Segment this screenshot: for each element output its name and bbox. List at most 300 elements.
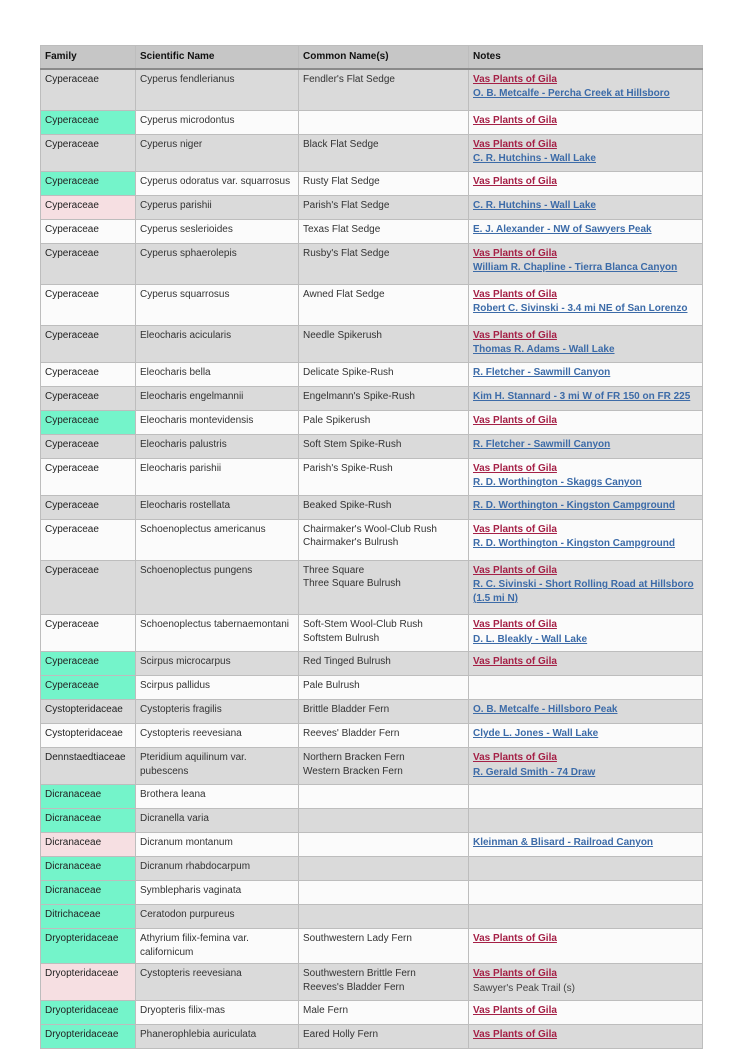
family-cell: Cyperaceae xyxy=(41,560,136,615)
family-cell: Ditrichaceae xyxy=(41,905,136,929)
scientific-name: Dicranum rhabdocarpum xyxy=(140,861,251,872)
common-name: Brittle Bladder Fern xyxy=(303,704,390,715)
note-link-row xyxy=(473,462,698,476)
common-name-cell xyxy=(299,219,469,243)
notes-cell xyxy=(469,495,703,519)
plants-of-gila-link[interactable]: Vas Plants of Gila xyxy=(473,933,557,944)
note-link-row xyxy=(473,766,698,780)
note-link-row xyxy=(473,499,698,513)
family-cell: Dicranaceae xyxy=(41,833,136,857)
scientific-name: Schoenoplectus pungens xyxy=(140,564,253,576)
notes-cell xyxy=(469,171,703,195)
scientific-name-cell xyxy=(136,434,299,458)
scientific-name: Pteridium aquilinum var. pubescens xyxy=(140,752,247,777)
common-name: Male Fern xyxy=(303,1005,349,1016)
note-link-row xyxy=(473,476,698,490)
collection-record-link[interactable]: C. R. Hutchins - Wall Lake xyxy=(473,153,596,164)
scientific-name: Ceratodon purpureus xyxy=(140,909,235,920)
collection-record-link[interactable]: O. B. Metcalfe - Hillsboro Peak xyxy=(473,704,618,715)
common-name: Beaked Spike-Rush xyxy=(303,499,392,511)
scientific-name: Cystopteris reevesiana xyxy=(140,728,242,739)
family-cell: Dryopteridaceae xyxy=(41,964,136,1001)
common-name: Western Bracken Fern xyxy=(303,765,403,777)
common-name-cell xyxy=(299,560,469,615)
common-name-cell xyxy=(299,615,469,652)
common-name: Southwestern Brittle Fern xyxy=(303,968,416,979)
note-link-row xyxy=(473,1028,698,1042)
scientific-name-cell xyxy=(136,929,299,964)
notes-cell xyxy=(469,362,703,386)
note-link-row xyxy=(473,175,698,189)
common-name: Reeves' Bladder Fern xyxy=(303,728,400,739)
scientific-name-cell xyxy=(136,700,299,724)
collection-record-link[interactable]: D. L. Bleakly - Wall Lake xyxy=(473,633,588,645)
scientific-name-cell xyxy=(136,458,299,495)
note-link-row xyxy=(473,578,698,605)
family-cell: Cyperaceae xyxy=(41,386,136,410)
scientific-name: Symblepharis vaginata xyxy=(140,885,242,896)
table-row xyxy=(41,325,703,362)
common-name: Eared Holly Fern xyxy=(303,1029,379,1040)
family-cell: Cyperaceae xyxy=(41,69,136,111)
table-row xyxy=(41,615,703,652)
note-link-row xyxy=(473,73,698,87)
column-header-notes: Notes xyxy=(469,46,703,69)
notes-cell xyxy=(469,69,703,111)
table-row xyxy=(41,386,703,410)
scientific-name: Dryopteris filix-mas xyxy=(140,1005,226,1016)
notes-cell xyxy=(469,833,703,857)
common-name-cell xyxy=(299,700,469,724)
note-text xyxy=(473,982,698,996)
scientific-name: Eleocharis bella xyxy=(140,366,211,378)
scientific-name-cell xyxy=(136,495,299,519)
scientific-name-cell xyxy=(136,362,299,386)
note-link-row xyxy=(473,247,698,261)
common-name-cell xyxy=(299,519,469,560)
common-name-cell xyxy=(299,362,469,386)
common-name: Soft Stem Spike-Rush xyxy=(303,438,402,450)
table-row xyxy=(41,410,703,434)
table-row xyxy=(41,519,703,560)
common-name-cell xyxy=(299,386,469,410)
family-cell: Cyperaceae xyxy=(41,458,136,495)
scientific-name-cell xyxy=(136,195,299,219)
scientific-name-cell xyxy=(136,219,299,243)
notes-cell xyxy=(469,1001,703,1025)
plants-of-gila-link[interactable]: Vas Plants of Gila xyxy=(473,462,557,474)
header-row xyxy=(41,46,703,69)
common-name: Black Flat Sedge xyxy=(303,138,379,150)
common-name-cell xyxy=(299,724,469,748)
note-link-row xyxy=(473,223,698,237)
family-cell: Cyperaceae xyxy=(41,652,136,676)
scientific-name: Cyperus microdontus xyxy=(140,114,235,126)
table-row xyxy=(41,676,703,700)
common-name: Reeves's Bladder Fern xyxy=(303,981,405,993)
plants-of-gila-link[interactable]: Vas Plants of Gila xyxy=(473,288,557,300)
common-name-cell xyxy=(299,809,469,833)
scientific-name-cell xyxy=(136,69,299,111)
note-link-row xyxy=(473,261,698,275)
common-name-cell xyxy=(299,905,469,929)
common-name-cell xyxy=(299,652,469,676)
collection-record-link[interactable]: R. Fletcher - Sawmill Canyon xyxy=(473,438,611,450)
common-name-cell xyxy=(299,243,469,284)
plants-of-gila-link[interactable]: Vas Plants of Gila xyxy=(473,656,557,667)
note-link-row xyxy=(473,523,698,537)
notes-cell xyxy=(469,219,703,243)
notes-cell xyxy=(469,1025,703,1049)
common-name: Texas Flat Sedge xyxy=(303,223,381,235)
note-link-row xyxy=(473,564,698,578)
scientific-name: Cyperus squarrosus xyxy=(140,288,230,300)
collection-record-link[interactable]: C. R. Hutchins - Wall Lake xyxy=(473,199,596,211)
scientific-name-cell xyxy=(136,1025,299,1049)
scientific-name: Cyperus fendlerianus xyxy=(140,73,235,85)
notes-cell xyxy=(469,964,703,1001)
notes-cell xyxy=(469,905,703,929)
family-cell: Cyperaceae xyxy=(41,171,136,195)
scientific-name-cell xyxy=(136,748,299,785)
scientific-name: Phanerophlebia auriculata xyxy=(140,1029,257,1040)
note-link-row xyxy=(473,751,698,765)
scientific-name: Eleocharis parishii xyxy=(140,462,222,474)
table-row xyxy=(41,1025,703,1049)
table-row xyxy=(41,905,703,929)
note-link-row xyxy=(473,288,698,302)
scientific-name: Cyperus niger xyxy=(140,138,203,150)
notes-cell xyxy=(469,519,703,560)
note-link-row xyxy=(473,329,698,343)
notes-cell xyxy=(469,110,703,134)
table-row xyxy=(41,748,703,785)
family-cell: Cyperaceae xyxy=(41,495,136,519)
table-row xyxy=(41,700,703,724)
notes-cell xyxy=(469,615,703,652)
scientific-name-cell xyxy=(136,325,299,362)
common-name: Parish's Spike-Rush xyxy=(303,462,393,474)
collection-record-link[interactable]: R. D. Worthington - Kingston Campground xyxy=(473,499,676,511)
common-name-cell xyxy=(299,284,469,325)
common-name: Delicate Spike-Rush xyxy=(303,366,394,378)
plants-of-gila-link[interactable]: Vas Plants of Gila xyxy=(473,564,557,576)
table-row xyxy=(41,964,703,1001)
notes-cell xyxy=(469,458,703,495)
table-row xyxy=(41,809,703,833)
scientific-name: Cyperus parishii xyxy=(140,199,212,211)
notes-cell xyxy=(469,560,703,615)
plants-of-gila-link[interactable]: Vas Plants of Gila xyxy=(473,114,557,126)
collection-record-link[interactable]: R. D. Worthington - Kingston Campground xyxy=(473,538,676,549)
common-name-cell xyxy=(299,110,469,134)
common-name-cell xyxy=(299,748,469,785)
scientific-name-cell xyxy=(136,881,299,905)
column-header-scientific-name: Scientific Name xyxy=(136,46,299,69)
note-link-row xyxy=(473,199,698,213)
scientific-name: Eleocharis montevidensis xyxy=(140,414,254,426)
table-row xyxy=(41,929,703,964)
note-link-row xyxy=(473,114,698,128)
table-row xyxy=(41,134,703,171)
scientific-name-cell xyxy=(136,386,299,410)
common-name: Pale Spikerush xyxy=(303,414,371,426)
plants-of-gila-link[interactable]: Vas Plants of Gila xyxy=(473,329,557,341)
plants-of-gila-link[interactable]: Vas Plants of Gila xyxy=(473,175,557,187)
common-name-cell xyxy=(299,495,469,519)
scientific-name: Schoenoplectus tabernaemontani xyxy=(140,619,289,630)
notes-cell xyxy=(469,284,703,325)
notes-cell xyxy=(469,857,703,881)
plants-of-gila-link[interactable]: Vas Plants of Gila xyxy=(473,752,557,763)
family-cell: Cyperaceae xyxy=(41,410,136,434)
scientific-name-cell xyxy=(136,243,299,284)
scientific-name-cell xyxy=(136,110,299,134)
common-name-cell xyxy=(299,676,469,700)
note-link-row xyxy=(473,537,698,551)
note-link-row xyxy=(473,836,698,850)
note-link-row xyxy=(473,366,698,380)
common-name: Three Square Bulrush xyxy=(303,578,401,589)
plants-of-gila-link[interactable]: Vas Plants of Gila xyxy=(473,247,557,259)
collection-record-link[interactable]: Thomas R. Adams - Wall Lake xyxy=(473,344,615,355)
plants-of-gila-link[interactable]: Vas Plants of Gila xyxy=(473,73,557,85)
column-header-common-names: Common Name(s) xyxy=(299,46,469,69)
scientific-name-cell xyxy=(136,171,299,195)
family-cell: Dryopteridaceae xyxy=(41,1025,136,1049)
scientific-name-cell xyxy=(136,676,299,700)
common-name: Engelmann's Spike-Rush xyxy=(303,390,415,402)
note-link-row xyxy=(473,138,698,152)
table-row xyxy=(41,652,703,676)
table-row xyxy=(41,833,703,857)
common-name-cell xyxy=(299,929,469,964)
note-link-row xyxy=(473,633,698,647)
common-name-cell xyxy=(299,857,469,881)
notes-cell xyxy=(469,929,703,964)
family-cell: Dryopteridaceae xyxy=(41,1001,136,1025)
table-row xyxy=(41,560,703,615)
table-row xyxy=(41,434,703,458)
column-header-family: Family xyxy=(41,46,136,69)
family-cell: Cyperaceae xyxy=(41,110,136,134)
common-name: Fendler's Flat Sedge xyxy=(303,73,395,85)
common-name: Chairmaker's Bulrush xyxy=(303,537,399,548)
family-cell: Cystopteridaceae xyxy=(41,700,136,724)
table-row xyxy=(41,171,703,195)
note-link-row xyxy=(473,152,698,166)
scientific-name-cell xyxy=(136,857,299,881)
common-name: Northern Bracken Fern xyxy=(303,752,405,763)
scientific-name-cell xyxy=(136,1001,299,1025)
common-name: Awned Flat Sedge xyxy=(303,288,385,300)
scientific-name: Cyperus seslerioides xyxy=(140,223,233,235)
family-cell: Cystopteridaceae xyxy=(41,724,136,748)
note-link-row xyxy=(473,414,698,428)
notes-cell xyxy=(469,785,703,809)
common-name-cell xyxy=(299,1025,469,1049)
common-name-cell xyxy=(299,964,469,1001)
scientific-name: Scirpus pallidus xyxy=(140,680,211,691)
scientific-name-cell xyxy=(136,809,299,833)
scientific-name-cell xyxy=(136,560,299,615)
collection-record-link[interactable]: R. D. Worthington - Skaggs Canyon xyxy=(473,477,642,488)
notes-cell xyxy=(469,724,703,748)
collection-record-link[interactable]: O. B. Metcalfe - Percha Creek at Hillsboro xyxy=(473,88,670,99)
common-name: Softstem Bulrush xyxy=(303,632,380,644)
plants-of-gila-link[interactable]: Vas Plants of Gila xyxy=(473,523,557,535)
collection-record-link[interactable]: Clyde L. Jones - Wall Lake xyxy=(473,728,599,739)
family-cell: Cyperaceae xyxy=(41,243,136,284)
notes-cell xyxy=(469,434,703,458)
scientific-name: Schoenoplectus americanus xyxy=(140,523,266,535)
notes-cell xyxy=(469,134,703,171)
family-cell: Cyperaceae xyxy=(41,434,136,458)
scientific-name: Scirpus microcarpus xyxy=(140,656,231,667)
notes-cell xyxy=(469,386,703,410)
common-name-cell xyxy=(299,410,469,434)
scientific-name: Cyperus sphaerolepis xyxy=(140,247,237,259)
table-row xyxy=(41,195,703,219)
collection-record-link[interactable]: William R. Chapline - Tierra Blanca Canyon xyxy=(473,262,678,273)
family-cell: Dicranaceae xyxy=(41,881,136,905)
common-name-cell xyxy=(299,785,469,809)
plants-of-gila-link[interactable]: Vas Plants of Gila xyxy=(473,968,557,979)
family-cell: Cyperaceae xyxy=(41,325,136,362)
family-cell: Dennstaedtiaceae xyxy=(41,748,136,785)
note-link-row xyxy=(473,618,698,632)
scientific-name: Dicranum montanum xyxy=(140,837,233,848)
note-link-row xyxy=(473,343,698,357)
family-cell: Cyperaceae xyxy=(41,284,136,325)
common-name: Three Square xyxy=(303,564,365,576)
notes-cell xyxy=(469,881,703,905)
scientific-name-cell xyxy=(136,134,299,171)
common-name: Parish's Flat Sedge xyxy=(303,199,390,211)
collection-record-link[interactable]: R. C. Sivinski - Short Rolling Road at Hillsboro (1.5 mi N) xyxy=(473,579,694,604)
common-name-cell xyxy=(299,833,469,857)
plants-of-gila-link[interactable]: Vas Plants of Gila xyxy=(473,1005,557,1016)
plants-of-gila-link[interactable]: Vas Plants of Gila xyxy=(473,414,557,426)
note-link-row xyxy=(473,655,698,669)
common-name-cell xyxy=(299,171,469,195)
scientific-name-cell xyxy=(136,519,299,560)
scientific-name: Cyperus odoratus var. squarrosus xyxy=(140,175,291,187)
common-name-cell xyxy=(299,434,469,458)
table-row xyxy=(41,362,703,386)
scientific-name: Eleocharis palustris xyxy=(140,438,227,450)
collection-record-link[interactable]: E. J. Alexander - NW of Sawyers Peak xyxy=(473,223,652,235)
notes-cell xyxy=(469,809,703,833)
common-name-cell xyxy=(299,325,469,362)
note-link-row xyxy=(473,438,698,452)
collection-record-link[interactable]: Kleinman & Blisard - Railroad Canyon xyxy=(473,837,654,848)
common-name-cell xyxy=(299,458,469,495)
family-cell: Cyperaceae xyxy=(41,519,136,560)
note-link-row xyxy=(473,727,698,741)
notes-cell xyxy=(469,410,703,434)
notes-cell xyxy=(469,748,703,785)
table-row xyxy=(41,69,703,111)
note-link-row xyxy=(473,932,698,946)
common-name: Rusby's Flat Sedge xyxy=(303,247,390,259)
table-row xyxy=(41,458,703,495)
note-link-row xyxy=(473,1004,698,1018)
note-link-row xyxy=(473,967,698,981)
scientific-name-cell xyxy=(136,284,299,325)
common-name-cell xyxy=(299,881,469,905)
scientific-name: Dicranella varia xyxy=(140,813,209,824)
notes-cell xyxy=(469,700,703,724)
common-name: Soft-Stem Wool-Club Rush xyxy=(303,619,423,630)
scientific-name: Cystopteris reevesiana xyxy=(140,968,242,979)
plants-of-gila-link[interactable]: Vas Plants of Gila xyxy=(473,619,557,630)
note-link-row xyxy=(473,302,698,316)
collection-record-link[interactable]: Kim H. Stannard - 3 mi W of FR 150 on FR 225 xyxy=(473,390,691,402)
collection-record-link[interactable]: Robert C. Sivinski - 3.4 mi NE of San Lorenzo xyxy=(473,303,688,314)
table-row xyxy=(41,881,703,905)
table-row xyxy=(41,785,703,809)
common-name-cell xyxy=(299,134,469,171)
notes-cell xyxy=(469,243,703,284)
common-name: Chairmaker's Wool-Club Rush xyxy=(303,523,437,535)
common-name: Southwestern Lady Fern xyxy=(303,933,412,944)
family-cell: Cyperaceae xyxy=(41,362,136,386)
family-cell: Cyperaceae xyxy=(41,219,136,243)
scientific-name: Brothera leana xyxy=(140,789,206,800)
common-name: Rusty Flat Sedge xyxy=(303,175,380,187)
species-table-body xyxy=(41,69,703,1049)
notes-cell xyxy=(469,652,703,676)
note-plain-text: Sawyer's Peak Trail (s) xyxy=(473,982,575,994)
family-cell: Cyperaceae xyxy=(41,615,136,652)
table-row xyxy=(41,110,703,134)
scientific-name: Cystopteris fragilis xyxy=(140,704,222,715)
family-cell: Cyperaceae xyxy=(41,676,136,700)
common-name: Red Tinged Bulrush xyxy=(303,656,391,667)
scientific-name: Eleocharis rostellata xyxy=(140,499,231,511)
plants-of-gila-link[interactable]: Vas Plants of Gila xyxy=(473,138,557,150)
common-name-cell xyxy=(299,195,469,219)
notes-cell xyxy=(469,195,703,219)
species-table xyxy=(40,45,703,1049)
collection-record-link[interactable]: R. Gerald Smith - 74 Draw xyxy=(473,766,596,778)
scientific-name: Eleocharis acicularis xyxy=(140,329,232,341)
family-cell: Dicranaceae xyxy=(41,785,136,809)
scientific-name-cell xyxy=(136,615,299,652)
collection-record-link[interactable]: R. Fletcher - Sawmill Canyon xyxy=(473,366,611,378)
plants-of-gila-link[interactable]: Vas Plants of Gila xyxy=(473,1029,557,1040)
table-row xyxy=(41,219,703,243)
table-row xyxy=(41,243,703,284)
scientific-name-cell xyxy=(136,833,299,857)
family-cell: Dicranaceae xyxy=(41,809,136,833)
scientific-name-cell xyxy=(136,724,299,748)
scientific-name-cell xyxy=(136,652,299,676)
table-row xyxy=(41,284,703,325)
note-link-row xyxy=(473,87,698,101)
family-cell: Cyperaceae xyxy=(41,134,136,171)
table-row xyxy=(41,1001,703,1025)
scientific-name-cell xyxy=(136,410,299,434)
scientific-name-cell xyxy=(136,785,299,809)
table-row xyxy=(41,724,703,748)
table-header xyxy=(41,46,703,69)
scientific-name: Athyrium filix-femina var. californicum xyxy=(140,933,249,958)
table-row xyxy=(41,495,703,519)
common-name-cell xyxy=(299,69,469,111)
table-row xyxy=(41,857,703,881)
